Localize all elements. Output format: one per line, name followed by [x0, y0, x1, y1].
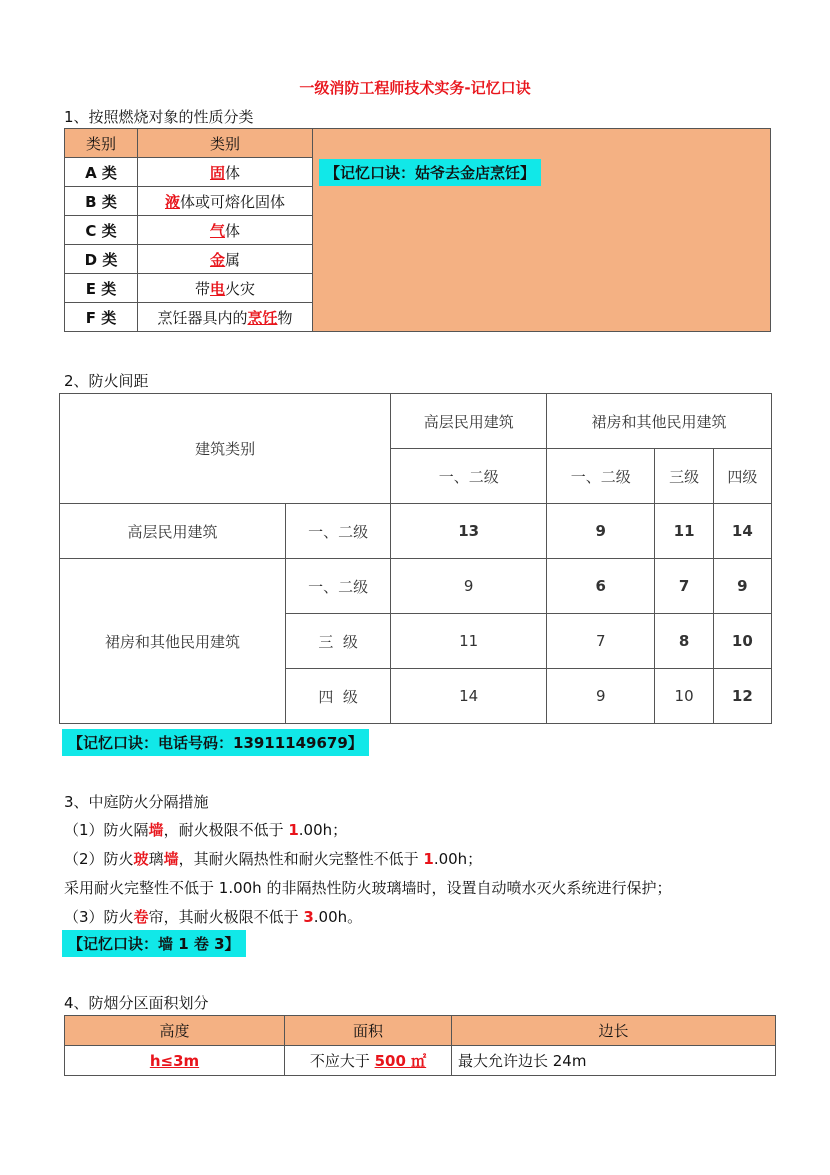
- header-building-type: 建筑类别: [60, 394, 391, 504]
- row-level: 三 级: [285, 614, 390, 669]
- section-1-heading: 1、按照燃烧对象的性质分类: [64, 108, 254, 126]
- mnemonic-1: 【记忆口诀：姑爷去金店烹饪】: [319, 159, 541, 186]
- class-desc: 带电火灾: [138, 274, 313, 303]
- row-label: 高层民用建筑: [60, 504, 286, 559]
- class-desc: 气体: [138, 216, 313, 245]
- class-desc: 固体: [138, 158, 313, 187]
- header-edge: 边长: [452, 1016, 776, 1046]
- page-title: 一级消防工程师技术实务-记忆口诀: [299, 79, 531, 97]
- row-label: 裙房和其他民用建筑: [60, 559, 286, 724]
- class-label: B 类: [65, 187, 138, 216]
- header-podium: 裙房和其他民用建筑: [547, 394, 772, 449]
- class-label: E 类: [65, 274, 138, 303]
- table-row: [65, 1046, 776, 1076]
- distance-value: 10: [655, 669, 713, 724]
- edge-value: 最大允许边长 24m: [452, 1046, 776, 1076]
- distance-value: 7: [655, 559, 713, 614]
- table-row: [60, 559, 772, 614]
- mnemonic-2-wrap: [62, 729, 369, 756]
- mnemonic-3: 【记忆口诀：墙 1 卷 3】: [62, 930, 246, 957]
- class-label: C 类: [65, 216, 138, 245]
- distance-value: 9: [547, 669, 655, 724]
- distance-value: 9: [713, 559, 771, 614]
- atrium-line-2: （2）防火玻璃墙，其耐火隔热性和耐火完整性不低于 1.00h；: [64, 850, 483, 868]
- row-level: 一、二级: [285, 504, 390, 559]
- area-value: 不应大于 500 ㎡: [285, 1046, 452, 1076]
- fire-class-table: [64, 128, 771, 332]
- section-4-heading: 4、防烟分区面积划分: [64, 994, 209, 1012]
- smoke-zone-table: [64, 1015, 776, 1076]
- section-3-heading: 3、中庭防火分隔措施: [64, 793, 209, 811]
- header-class: 类别: [65, 129, 138, 158]
- distance-value: 9: [391, 559, 547, 614]
- row-level: 一、二级: [285, 559, 390, 614]
- mnemonic-cell: [313, 129, 771, 332]
- distance-value: 12: [713, 669, 771, 724]
- distance-value: 8: [655, 614, 713, 669]
- table-row: [60, 504, 772, 559]
- fire-distance-table: [59, 393, 772, 724]
- header-level: 一、二级: [391, 449, 547, 504]
- distance-value: 11: [655, 504, 713, 559]
- mnemonic-2: 【记忆口诀：电话号码：13911149679】: [62, 729, 369, 756]
- class-desc: 液体或可熔化固体: [138, 187, 313, 216]
- header-level: 三级: [655, 449, 713, 504]
- header-level: 一、二级: [547, 449, 655, 504]
- header-area: 面积: [285, 1016, 452, 1046]
- distance-value: 9: [547, 504, 655, 559]
- header-level: 四级: [713, 449, 771, 504]
- atrium-line-4: （3）防火卷帘，其耐火极限不低于 3.00h。: [64, 908, 363, 926]
- atrium-line-3: 采用耐火完整性不低于 1.00h 的非隔热性防火玻璃墙时，设置自动喷水灭火系统进行保护；: [64, 879, 672, 897]
- row-level: 四 级: [285, 669, 390, 724]
- distance-value: 7: [547, 614, 655, 669]
- distance-value: 14: [391, 669, 547, 724]
- class-label: A 类: [65, 158, 138, 187]
- section-2-heading: 2、防火间距: [64, 372, 149, 390]
- header-high-rise: 高层民用建筑: [391, 394, 547, 449]
- distance-value: 13: [391, 504, 547, 559]
- header-type: 类别: [138, 129, 313, 158]
- class-desc: 金属: [138, 245, 313, 274]
- class-label: F 类: [65, 303, 138, 332]
- distance-value: 6: [547, 559, 655, 614]
- class-label: D 类: [65, 245, 138, 274]
- distance-value: 14: [713, 504, 771, 559]
- mnemonic-3-wrap: [62, 930, 246, 957]
- class-desc: 烹饪器具内的烹饪物: [138, 303, 313, 332]
- height-value: h≤3m: [65, 1046, 285, 1076]
- atrium-line-1: （1）防火隔墙，耐火极限不低于 1.00h；: [64, 821, 348, 839]
- header-height: 高度: [65, 1016, 285, 1046]
- distance-value: 11: [391, 614, 547, 669]
- distance-value: 10: [713, 614, 771, 669]
